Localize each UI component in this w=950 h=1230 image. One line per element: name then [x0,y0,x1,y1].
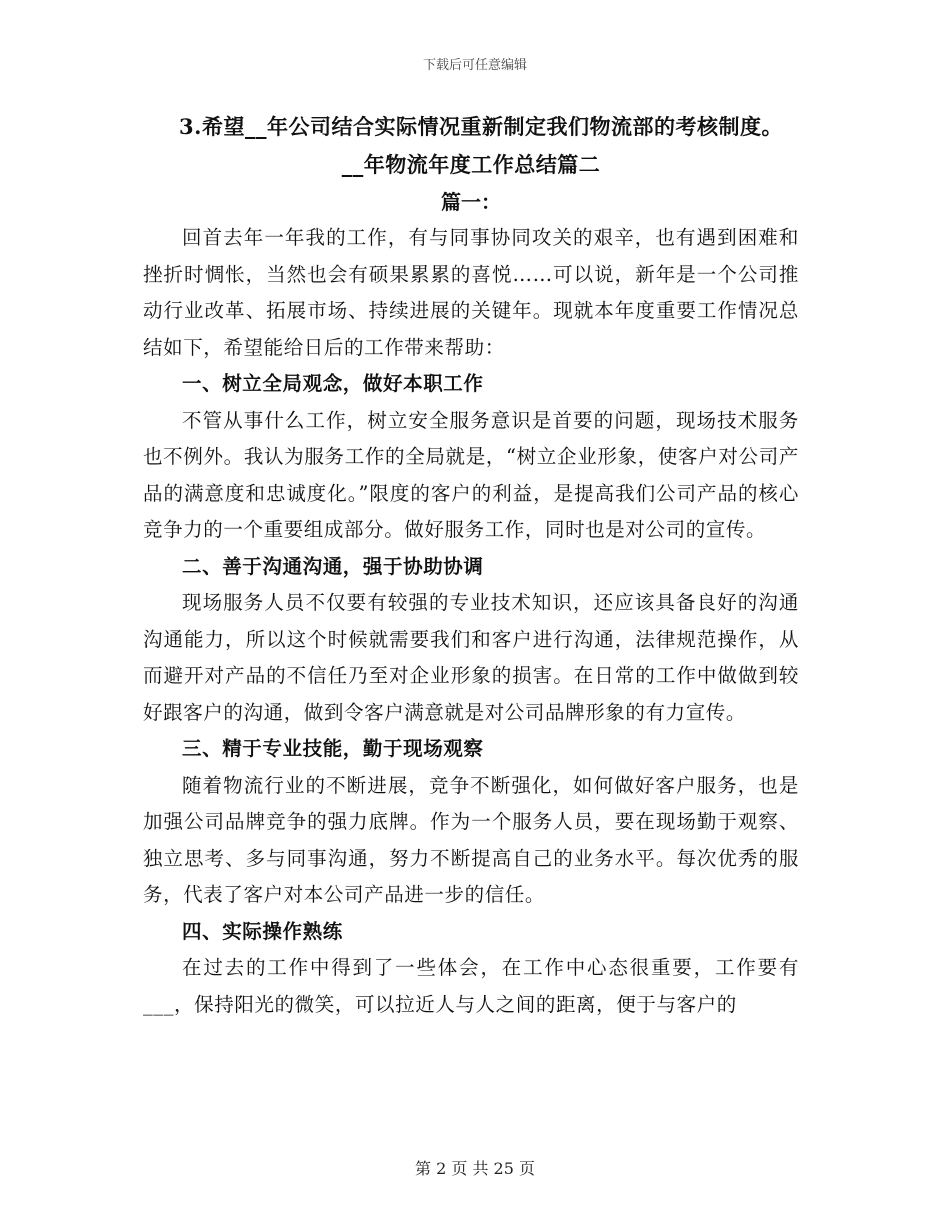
intro-paragraph: 回首去年一年我的工作，有与同事协同攻关的艰辛，也有遇到困难和挫折时惆怅，当然也会有硕果累累的喜悦……可以说，新年是一个公司推动行业改革、拓展市场、持续进展的关键年。现就本年度重要工作情况总结如下，希望能给日后的工作带来帮助： [143,226,799,359]
section-body-2: 现场服务人员不仅要有较强的专业技术知识，还应该具备良好的沟通沟通能力，所以这个时候就需要我们和客户进行沟通，法律规范操作，从而避开对产品的不信任乃至对企业形象的损害。在日常的工作中做做到较好跟客户的沟通，做到令客户满意就是对公司品牌形象的有力宣传。 [143,591,799,724]
section-body-4: 在过去的工作中得到了一些体会，在工作中心态很重要，工作要有___，保持阳光的微笑，可以拉近人与人之间的距离，便于与客户的 [143,956,799,1016]
document-body [143,108,799,1023]
section-heading-1: 一、树立全局观念，做好本职工作 [182,372,484,395]
document-title-line2: __年物流年度工作总结篇二 [341,152,601,177]
section-heading-4: 四、实际操作熟练 [182,919,343,943]
header-note: 下载后可任意编辑 [422,58,527,73]
section-body-1: 不管从事什么工作，树立安全服务意识是首要的问题，现场技术服务也不例外。我认为服务工作的全局就是，“树立企业形象，使客户对公司产品的满意度和忠诚度化。”限度的客户的利益，是提高我们公司产品的核心竞争力的一个重要组成部分。做好服务工作，同时也是对公司的宣传。 [143,408,799,541]
section-heading-2: 二、善于沟通沟通，强于协助协调 [182,554,484,578]
section-heading-3: 三、精于专业技能，勤于现场观察 [182,737,484,760]
document-title-line1: 3.希望__年公司结合实际情况重新制定我们物流部的考核制度。 [179,114,783,139]
section-body-3: 随着物流行业的不断进展，竞争不断强化，如何做好客户服务，也是加强公司品牌竞争的强力底牌。作为一个服务人员，要在现场勤于观察、独立思考、多与同事沟通，努力不断提高自己的业务水平。每次优秀的服务，代表了客户对本公司产品进一步的信任。 [143,773,799,906]
document-subtitle: 篇一： [441,190,501,214]
page-number-footer: 第 2 页 共 25 页 [415,1159,535,1178]
